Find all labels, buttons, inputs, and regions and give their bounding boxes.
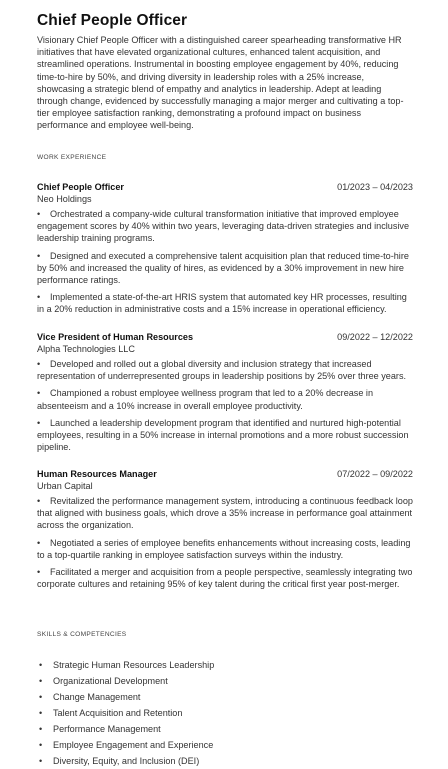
skill-text: Strategic Human Resources Leadership: [53, 660, 215, 670]
list-item: [37, 358, 413, 382]
job-bullets: [37, 208, 413, 316]
bullet-icon: •: [37, 250, 41, 261]
job-company: Alpha Technologies LLC: [37, 344, 135, 354]
bullet-text: Facilitated a merger and acquisition from a people perspective, seamlessly integrating two corporate cultures and retaining 95% of key talent during the critical first year post-merger.: [37, 567, 413, 590]
bullet-text: Launched a leadership development program that identified and nurtured high-potential employees, resulting in a 50% increase in internal promotions and a more robust succession pipeline.: [37, 417, 409, 453]
bullet-icon: •: [39, 676, 43, 686]
list-item: [37, 250, 413, 287]
bullet-icon: •: [37, 209, 41, 219]
list-item: [37, 291, 413, 315]
skill-text: Performance Management: [53, 724, 161, 734]
work-experience-heading: WORK EXPERIENCE: [37, 154, 107, 161]
bullet-icon: •: [39, 708, 43, 718]
job-header: [37, 469, 413, 479]
skill-text: Employee Engagement and Experience: [53, 740, 214, 750]
list-item: [37, 417, 413, 454]
job-dates: 01/2023 – 04/2023: [337, 182, 413, 192]
list-item: [37, 657, 214, 673]
job-bullets: [37, 358, 413, 453]
bullet-text: Implemented a state-of-the-art HRIS system that automated key HR processes, resulting in a 20% reduction in administrative costs and a 15% increase in operational efficiency.: [37, 292, 407, 315]
job-entry: [37, 469, 413, 595]
list-item: [37, 721, 214, 737]
job-dates: 07/2022 – 09/2022: [337, 469, 413, 479]
bullet-icon: •: [37, 567, 41, 578]
bullet-icon: •: [37, 359, 41, 369]
job-title: Chief People Officer: [37, 182, 124, 192]
bullet-text: Orchestrated a company-wide cultural transformation initiative that improved employee engagement scores by 40% within two years, leveraging data-driven strategies and inclusive leadership training programs.: [37, 209, 410, 244]
list-item: [37, 495, 413, 532]
list-item: [37, 689, 214, 705]
bullet-icon: •: [39, 724, 43, 734]
list-item: [37, 753, 214, 769]
skill-text: Diversity, Equity, and Inclusion (DEI): [53, 756, 200, 766]
job-entry: [37, 182, 413, 321]
bullet-icon: •: [37, 417, 41, 428]
skill-text: Talent Acquisition and Retention: [53, 708, 183, 718]
job-entry: [37, 332, 413, 458]
list-item: [37, 537, 413, 561]
bullet-icon: •: [39, 756, 43, 766]
bullet-text: Negotiated a series of employee benefits enhancements without increasing costs, leading to a top-quartile ranking in employee satisfaction surveys within the industry.: [37, 537, 411, 560]
job-header: [37, 182, 413, 192]
summary-paragraph: Visionary Chief People Officer with a distinguished career spearheading transformative HR initiatives that have elevated organizational cultures, enhanced talent acquisition, and streamlined operations. Instrumental in boosting employee engagement by 40%, reducing time-to-hire by 50%, and driving diversity in leadership roles with a 25% increase, showcasing a strategic blend of empathy and analytics in leadership. Adept at leading through change, evidenced by successfully managing a major merger and cultivating a top-tier employee satisfaction ranking, demonstrating a profound impact on business performance and employee well-being.: [37, 35, 404, 131]
list-item: [37, 705, 214, 721]
job-title: Human Resources Manager: [37, 469, 157, 479]
job-dates: 09/2022 – 12/2022: [337, 332, 413, 342]
job-title: Vice President of Human Resources: [37, 332, 193, 342]
list-item: [37, 673, 214, 689]
bullet-icon: •: [37, 496, 41, 506]
bullet-text: Developed and rolled out a global diversity and inclusion strategy that increased representation of underrepresented groups in leadership positions by 25% over three years.: [37, 359, 407, 382]
bullet-text: Designed and executed a comprehensive talent acquisition plan that reduced time-to-hire by 50% and increased the quality of hires, as evidenced by a 30% improvement in new hire performance ratings.: [37, 250, 409, 286]
bullet-icon: •: [37, 388, 41, 399]
bullet-text: Revitalized the performance management system, introducing a continuous feedback loop that aligned with business goals, which drove a 35% increase in performance goal attainment across the organization.: [37, 496, 413, 531]
list-item: [37, 387, 413, 411]
skills-heading: SKILLS & COMPETENCIES: [37, 631, 127, 638]
list-item: [37, 737, 214, 753]
page-title: Chief People Officer: [37, 12, 188, 29]
job-company: Neo Holdings: [37, 194, 92, 204]
job-company: Urban Capital: [37, 481, 93, 491]
bullet-text: Championed a robust employee wellness program that led to a 20% decrease in absenteeism and a 10% increase in overall employee productivity.: [37, 388, 374, 411]
skill-text: Organizational Development: [53, 676, 168, 686]
bullet-icon: •: [39, 740, 43, 750]
list-item: [37, 566, 413, 590]
list-item: [37, 208, 413, 245]
bullet-icon: •: [37, 292, 41, 303]
bullet-icon: •: [39, 660, 43, 670]
bullet-icon: •: [39, 692, 43, 702]
job-bullets: [37, 495, 413, 590]
bullet-icon: •: [37, 537, 41, 548]
job-header: [37, 332, 413, 342]
skill-text: Change Management: [53, 692, 141, 702]
skills-list: [37, 657, 214, 769]
